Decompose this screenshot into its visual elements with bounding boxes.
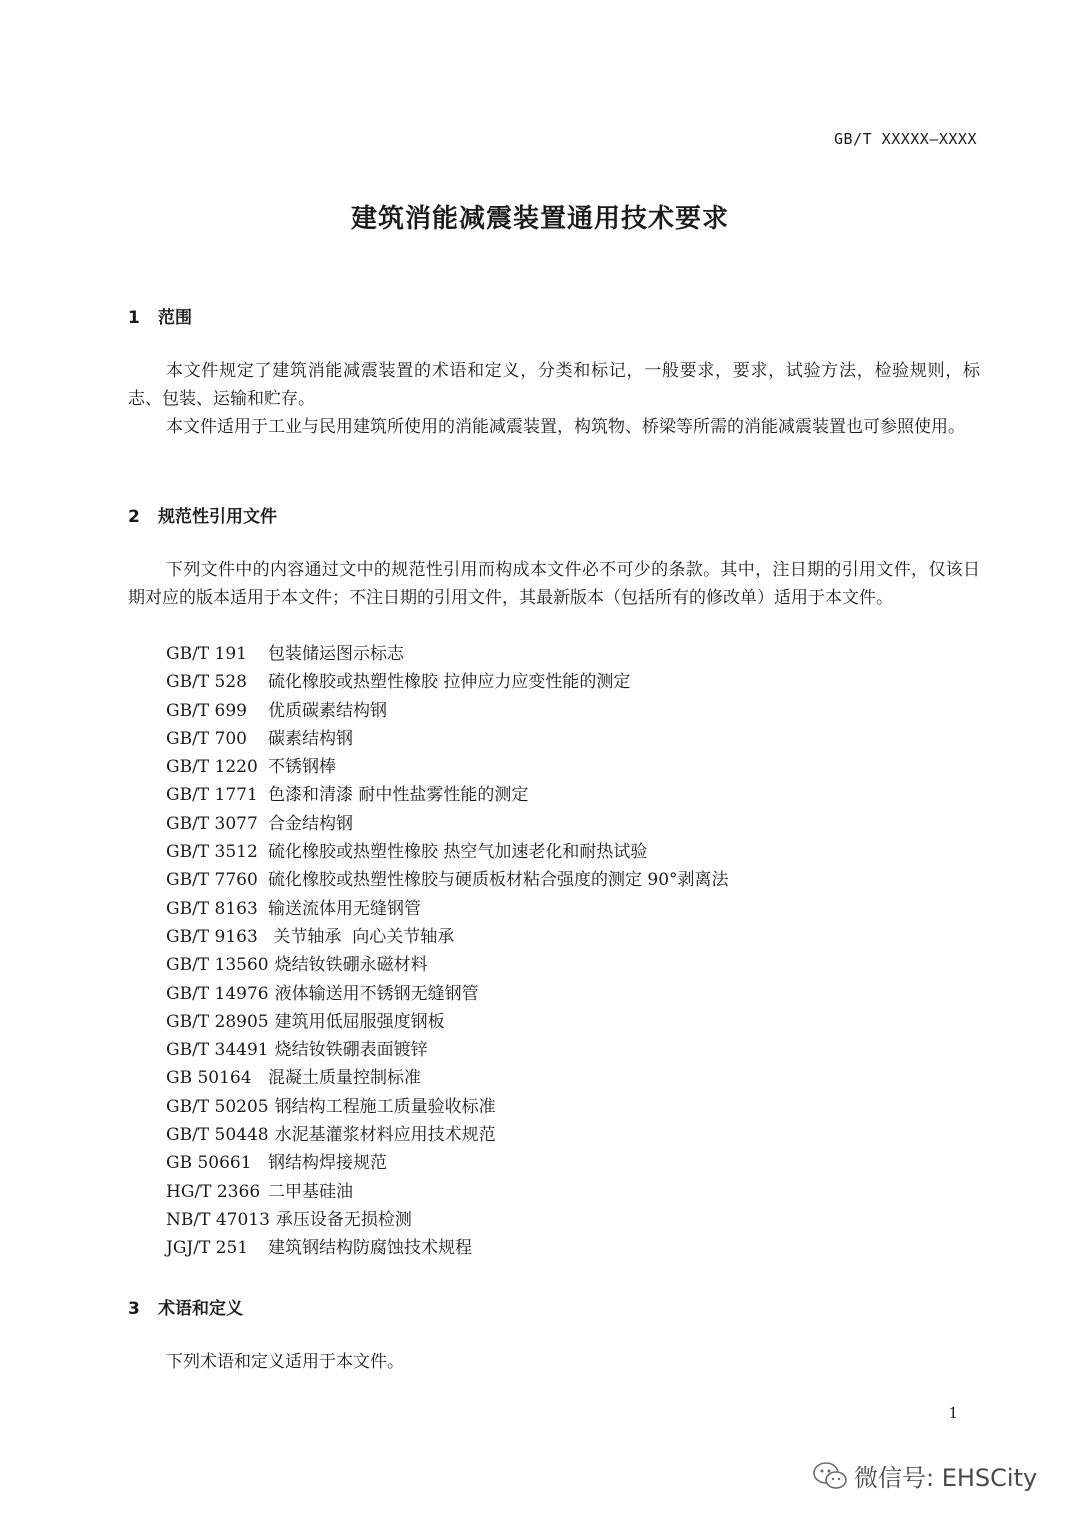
- section-1-heading: [128, 303, 192, 328]
- reference-item: [166, 1206, 729, 1234]
- section-title: 范围: [158, 308, 192, 328]
- section-number: 1: [128, 308, 140, 328]
- reference-title: 钢结构工程施工质量验收标准: [274, 1096, 496, 1117]
- reference-item: [166, 810, 729, 838]
- reference-code: GB/T 1220: [166, 757, 258, 778]
- reference-item: [166, 895, 729, 923]
- scope-paragraph-1: 本文件规定了建筑消能减震装置的术语和定义，分类和标记，一般要求，要求，试验方法，检验规则，标志、包装、运输和贮存。: [128, 361, 980, 409]
- reference-item: [166, 1093, 729, 1121]
- references-intro: 下列文件中的内容通过文中的规范性引用而构成本文件必不可少的条款。其中，注日期的引用文件，仅该日期对应的版本适用于本文件；不注日期的引用文件，其最新版本（包括所有的修改单）适用于本文件。: [128, 560, 980, 608]
- reference-title: 输送流体用无缝钢管: [268, 898, 421, 919]
- reference-item: [166, 923, 729, 951]
- reference-code: GB/T 14976: [166, 983, 269, 1004]
- reference-code: GB/T 700: [166, 728, 247, 749]
- reference-title: 烧结钕铁硼表面镀锌: [274, 1040, 428, 1061]
- reference-item: [166, 753, 729, 781]
- reference-title: 混凝土质量控制标准: [268, 1068, 421, 1089]
- reference-item: [166, 1178, 729, 1206]
- reference-item: [166, 640, 729, 668]
- reference-item: [166, 1149, 729, 1177]
- section-number: 3: [128, 1299, 140, 1319]
- reference-item: [166, 1064, 729, 1092]
- reference-title: 烧结钕铁硼永磁材料: [274, 955, 428, 976]
- watermark: [812, 1458, 1037, 1493]
- section-number: 2: [128, 507, 140, 527]
- reference-title: 优质碳素结构钢: [268, 700, 387, 721]
- reference-code: NB/T 47013: [166, 1209, 270, 1230]
- terms-intro: 下列术语和定义适用于本文件。: [166, 1352, 404, 1372]
- reference-title: 建筑钢结构防腐蚀技术规程: [268, 1238, 472, 1259]
- reference-title: 不锈钢棒: [268, 757, 336, 778]
- reference-title: 液体输送用不锈钢无缝钢管: [274, 983, 479, 1004]
- reference-title: 二甲基硅油: [268, 1181, 353, 1202]
- reference-title: 硫化橡胶或热塑性橡胶 拉伸应力应变性能的测定: [268, 672, 631, 693]
- scope-paragraph-2: 本文件适用于工业与民用建筑所使用的消能减震装置，构筑物、桥梁等所需的消能减震装置也可参照使用。: [166, 417, 965, 437]
- reference-title: 合金结构钢: [268, 813, 353, 834]
- reference-item: [166, 866, 729, 894]
- reference-code: GB/T 50205: [166, 1096, 269, 1117]
- wechat-icon: [812, 1461, 848, 1491]
- reference-code: GB/T 8163: [166, 898, 258, 919]
- reference-item: [166, 725, 729, 753]
- reference-code: GB/T 34491: [166, 1040, 269, 1061]
- reference-item: [166, 1008, 729, 1036]
- standard-number: GB/T XXXXX—XXXX: [834, 130, 977, 148]
- reference-item: [166, 1121, 729, 1149]
- reference-code: JGJ/T 251: [166, 1238, 249, 1259]
- reference-title: 钢结构焊接规范: [268, 1153, 387, 1174]
- reference-code: GB 50164: [166, 1068, 252, 1089]
- reference-title: 硫化橡胶或热塑性橡胶与硬质板材粘合强度的测定 90°剥离法: [268, 870, 729, 891]
- watermark-text: 微信号: EHSCity: [854, 1464, 1038, 1492]
- reference-code: GB/T 699: [166, 700, 247, 721]
- reference-code: GB/T 50448: [166, 1125, 269, 1146]
- reference-item: [166, 1036, 729, 1064]
- reference-title: 建筑用低屈服强度钢板: [274, 1011, 445, 1032]
- reference-code: GB/T 3512: [166, 842, 258, 863]
- reference-item: [166, 980, 729, 1008]
- reference-code: GB/T 528: [166, 672, 247, 693]
- reference-code: GB/T 28905: [166, 1011, 269, 1032]
- reference-title: 硫化橡胶或热塑性橡胶 热空气加速老化和耐热试验: [268, 842, 648, 863]
- reference-item: [166, 838, 729, 866]
- reference-title: 承压设备无损检测: [275, 1209, 412, 1230]
- reference-list: [166, 640, 729, 1263]
- reference-item: [166, 697, 729, 725]
- reference-code: GB 50661: [166, 1153, 252, 1174]
- reference-title: 水泥基灌浆材料应用技术规范: [274, 1125, 496, 1146]
- reference-code: GB/T 1771: [166, 785, 258, 806]
- reference-title: 碳素结构钢: [268, 728, 353, 749]
- section-title: 术语和定义: [158, 1299, 243, 1319]
- reference-item: [166, 1234, 729, 1262]
- reference-item: [166, 951, 729, 979]
- document-title: 建筑消能减震装置通用技术要求: [350, 204, 729, 234]
- section-2-heading: [128, 502, 277, 527]
- reference-code: GB/T 3077: [166, 813, 258, 834]
- reference-code: GB/T 9163: [166, 926, 258, 947]
- reference-item: [166, 781, 729, 809]
- section-3-heading: [128, 1294, 243, 1319]
- reference-title: 色漆和清漆 耐中性盐雾性能的测定: [268, 785, 529, 806]
- reference-title: 包装储运图示标志: [268, 644, 404, 664]
- reference-code: GB/T 7760: [166, 870, 258, 891]
- reference-title: 关节轴承 向心关节轴承: [268, 926, 455, 947]
- reference-code: GB/T 13560: [166, 955, 269, 976]
- reference-code: GB/T 191: [166, 644, 247, 664]
- reference-item: [166, 668, 729, 696]
- reference-code: HG/T 2366: [166, 1181, 261, 1202]
- page-number: 1: [948, 1404, 958, 1422]
- section-title: 规范性引用文件: [158, 507, 277, 527]
